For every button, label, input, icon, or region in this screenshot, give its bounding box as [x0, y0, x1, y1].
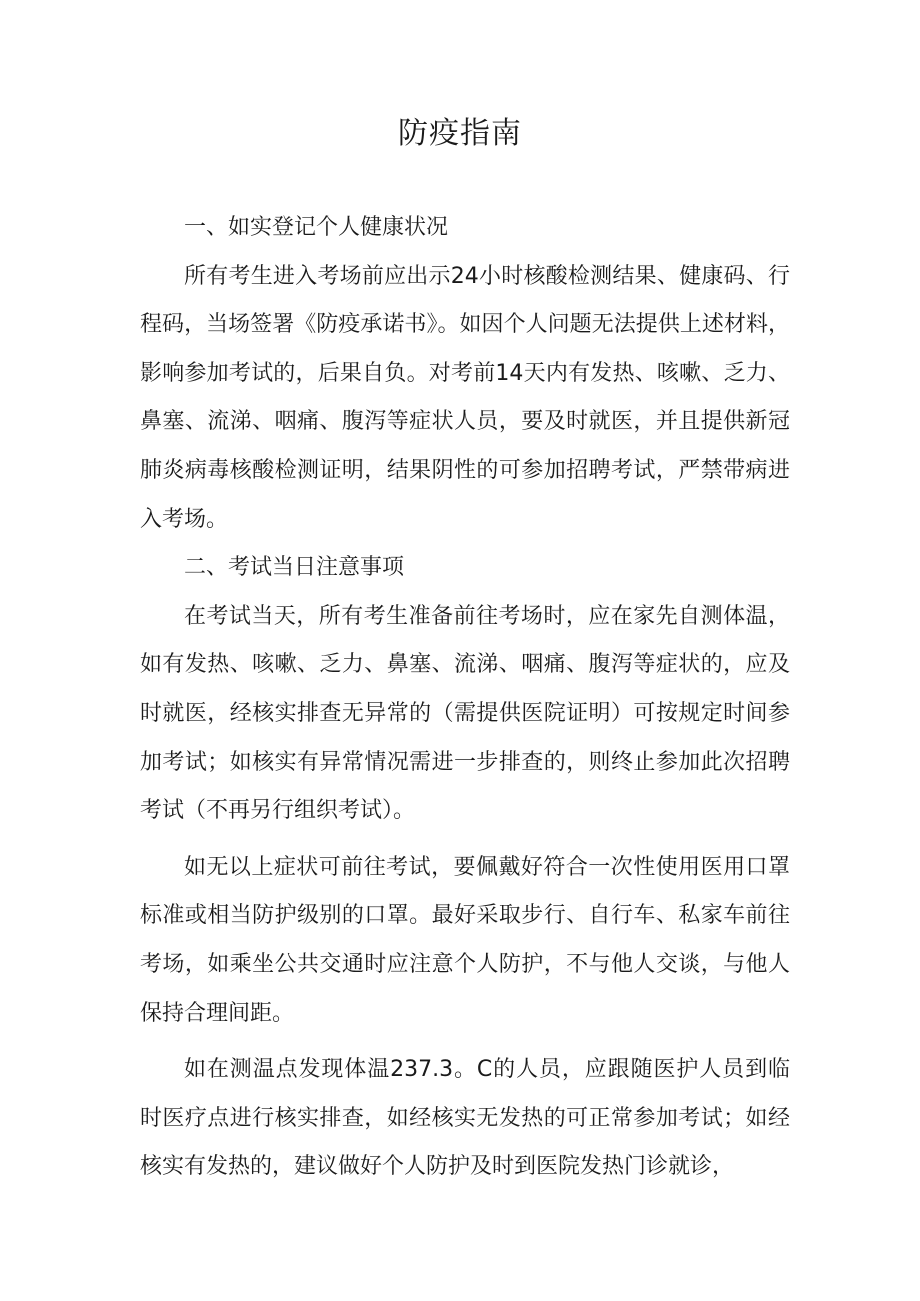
- section-1-paragraph: 所有考生进入考场前应出示24小时核酸检测结果、健康码、行程码，当场签署《防疫承诺书》。如因个人问题无法提供上述材料，影响参加考试的，后果自负。对考前14天内有发热、咳嗽、乏力、鼻塞、流涕、咽痛、腹泻等症状人员，要及时就医，并且提供新冠肺炎病毒核酸检测证明，结果阴性的可参加招聘考试，严禁带病进入考场。: [140, 263, 790, 532]
- section-2-paragraph-1: 在考试当天，所有考生准备前往考场时，应在家先自测体温，如有发热、咳嗽、乏力、鼻塞、流涕、咽痛、腹泻等症状的，应及时就医，经核实排查无异常的（需提供医院证明）可按规定时间参加考试；如核实有异常情况需进一步排查的，则终止参加此次招聘考试（不再另行组织考试）。: [140, 603, 790, 824]
- section-1-heading: 一、如实登记个人健康状况: [184, 215, 449, 240]
- section-2-heading: 二、考试当日注意事项: [184, 555, 405, 581]
- section-2-paragraph-2: 如无以上症状可前往考试，要佩戴好符合一次性使用医用口罩标准或相当防护级别的口罩。最好采取步行、自行车、私家车前往考场，如乘坐公共交通时应注意个人防护，不与他人交谈，与他人保持合理间距。: [140, 854, 790, 1026]
- section-2-paragraph-3: 如在测温点发现体温237.3。C的人员，应跟随医护人员到临时医疗点进行核实排查，如经核实无发热的可正常参加考试；如经核实有发热的，建议做好个人防护及时到医院发热门诊就诊，: [140, 1057, 790, 1180]
- paragraph-gap: [140, 836, 790, 844]
- document-body: [140, 204, 790, 1192]
- document-title: 防疫指南: [398, 116, 522, 151]
- paragraph-gap: [140, 1038, 790, 1046]
